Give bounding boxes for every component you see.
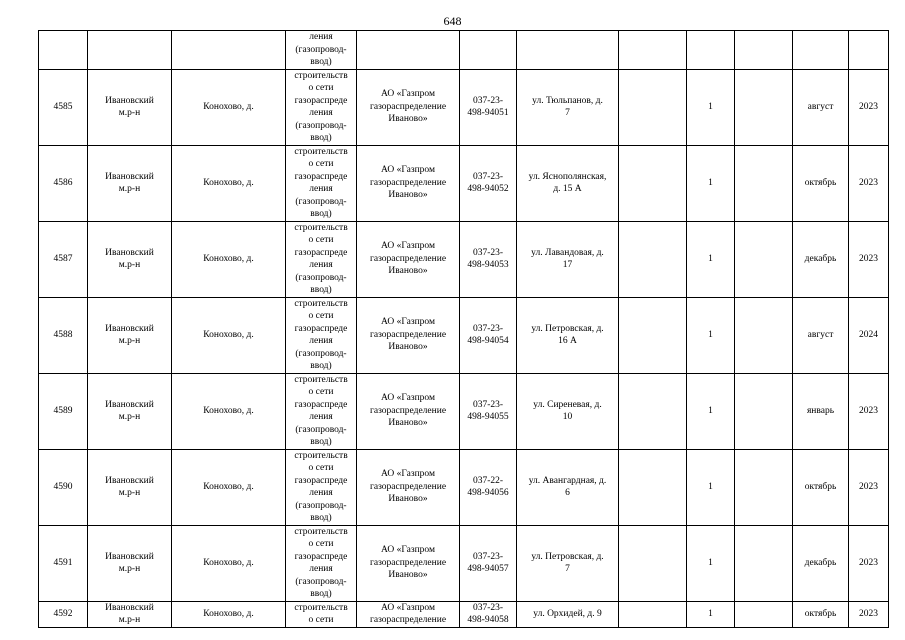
cell-num-text: 4590 [53,481,73,492]
cell-num [39,449,88,525]
cell-qty-text: 1 [708,101,713,112]
cell-street [517,31,619,70]
cell-district-text: Ивановский м.р-н [105,399,154,422]
cell-month-text: декабрь [804,557,837,568]
cell-month [793,31,849,70]
cell-empty2 [735,297,793,373]
cell-org [357,601,460,627]
cell-settlement-text: Конохово, д. [203,557,254,568]
cell-street [517,221,619,297]
cell-empty1 [619,145,687,221]
cell-month [793,221,849,297]
table-row [39,297,889,373]
cell-district [88,601,172,627]
cell-month-text: октябрь [804,177,837,188]
cell-purpose [286,449,357,525]
cell-qty-text: 1 [708,405,713,416]
cell-purpose-text: строительств о сети газораспреде ления (газопровод- ввод) [294,146,348,219]
cell-qty [687,601,735,627]
cell-district-text: Ивановский м.р-н [105,171,154,194]
cell-empty2 [735,221,793,297]
cell-code-text: 037-23- 498-94054 [467,323,509,346]
cell-code-text: 037-23- 498-94051 [467,95,509,118]
cell-num [39,525,88,601]
cell-qty-text: 1 [708,177,713,188]
cell-qty [687,145,735,221]
table-row-continued [39,31,889,70]
cell-month [793,69,849,145]
cell-district [88,373,172,449]
cell-num-text: 4588 [53,329,73,340]
cell-code-text: 037-23- 498-94055 [467,399,509,422]
cell-num-text: 4587 [53,253,73,264]
cell-month [793,373,849,449]
cell-qty [687,373,735,449]
cell-org-text: АО «Газпром газораспределение Иваново» [369,241,447,277]
cell-year [849,449,889,525]
cell-empty1 [619,69,687,145]
table-row [39,601,889,627]
cell-empty1 [619,449,687,525]
cell-year [849,297,889,373]
cell-settlement [172,449,286,525]
cell-org-text: АО «Газпром газораспределение Иваново» [369,545,447,581]
cell-num [39,69,88,145]
cell-code-text: 037-23- 498-94058 [467,602,509,625]
cell-month [793,525,849,601]
cell-num-text: 4589 [53,405,73,416]
cell-district-text: Ивановский м.р-н [105,551,154,574]
cell-purpose [286,221,357,297]
cell-purpose-text: строительств о сети газораспреде ления (газопровод- ввод) [294,450,348,523]
cell-code-text: 037-23- 498-94052 [467,171,509,194]
cell-year [849,69,889,145]
cell-empty1 [619,221,687,297]
cell-district [88,69,172,145]
cell-month-text: январь [806,405,835,416]
table-row [39,449,889,525]
cell-purpose [286,373,357,449]
cell-org [357,297,460,373]
cell-num [39,145,88,221]
cell-district [88,449,172,525]
cell-org-text: АО «Газпром газораспределение Иваново» [369,165,447,201]
cell-settlement-text: Конохово, д. [203,481,254,492]
cell-code [460,525,517,601]
cell-year-text: 2023 [859,608,878,619]
cell-settlement-text: Конохово, д. [203,253,254,264]
cell-year [849,373,889,449]
cell-purpose-text: строительств о сети газораспреде ления (газопровод- ввод) [294,374,348,447]
cell-purpose-text: строительств о сети газораспреде ления (газопровод- ввод) [294,526,348,599]
cell-num-text: 4591 [53,557,73,568]
cell-district-text: Ивановский м.р-н [105,95,154,118]
cell-street-text: ул. Орхидей, д. 9 [533,608,602,619]
cell-purpose [286,31,357,70]
cell-qty-text: 1 [708,481,713,492]
cell-org-text: АО «Газпром газораспределение [369,602,447,625]
cell-empty-2 [735,31,793,70]
cell-purpose-text: строительств о сети газораспреде ления (газопровод- ввод) [294,222,348,295]
cell-district [88,221,172,297]
cell-num [39,373,88,449]
cell-purpose [286,525,357,601]
cell-qty [687,449,735,525]
cell-street-text: ул. Яснополянская, д. 15 А [528,171,607,194]
cell-district-text: Ивановский м.р-н [105,475,154,498]
cell-district [88,297,172,373]
cell-num-text: 4585 [53,101,73,112]
cell-settlement-text: Конохово, д. [203,608,254,619]
cell-code [460,69,517,145]
cell-empty2 [735,449,793,525]
cell-settlement-text: Конохово, д. [203,405,254,416]
cell-month [793,297,849,373]
cell-year [849,31,889,70]
gasification-table [38,30,889,628]
cell-month [793,449,849,525]
cell-year [849,601,889,627]
cell-qty [687,221,735,297]
cell-year-text: 2023 [859,253,878,264]
cell-num [39,297,88,373]
cell-qty-text: 1 [708,253,713,264]
cell-code [460,373,517,449]
cell-qty [687,297,735,373]
cell-code-text: 037-23- 498-94057 [467,551,509,574]
cell-district [88,145,172,221]
cell-settlement [172,525,286,601]
cell-qty-text: 1 [708,557,713,568]
cell-year-text: 2023 [859,177,878,188]
cell-month-text: октябрь [804,608,837,619]
cell-year [849,145,889,221]
cell-month-text: декабрь [804,253,837,264]
cell-settlement-text: Конохово, д. [203,101,254,112]
cell-org [357,221,460,297]
page-number: 648 [443,14,462,28]
cell-street [517,373,619,449]
cell-empty-1 [619,31,687,70]
cell-org [357,449,460,525]
cell-year-text: 2023 [859,405,878,416]
cell-settlement [172,601,286,627]
cell-code-text: 037-22- 498-94056 [467,475,509,498]
cell-purpose [286,601,357,627]
cell-street-text: ул. Тюльпанов, д. 7 [532,95,603,118]
cell-year-text: 2024 [859,329,878,340]
cell-org [357,31,460,70]
cell-street [517,297,619,373]
cell-settlement [172,373,286,449]
cell-street-text: ул. Сиреневая, д. 10 [533,399,602,422]
table-row [39,69,889,145]
table-row [39,145,889,221]
cell-purpose-text: строительств о сети [294,602,348,625]
cell-qty [687,31,735,70]
cell-empty2 [735,601,793,627]
cell-year-text: 2023 [859,481,878,492]
cell-settlement [172,297,286,373]
cell-org [357,69,460,145]
cell-code [460,221,517,297]
cell-settlement [172,145,286,221]
cell-purpose [286,297,357,373]
cell-district [88,31,172,70]
cell-empty1 [619,373,687,449]
cell-org-text: АО «Газпром газораспределение Иваново» [369,317,447,353]
cell-street [517,525,619,601]
cell-org-text: АО «Газпром газораспределение Иваново» [369,393,447,429]
cell-empty1 [619,525,687,601]
cell-num [39,31,88,70]
cell-empty2 [735,525,793,601]
cell-org-text: АО «Газпром газораспределение Иваново» [369,89,447,125]
cell-purpose-text: ления (газопровод- ввод) [295,32,347,67]
cell-code [460,31,517,70]
cell-settlement [172,221,286,297]
cell-settlement-text: Конохово, д. [203,329,254,340]
cell-purpose-text: строительств о сети газораспреде ления (газопровод- ввод) [294,70,348,143]
cell-settlement [172,69,286,145]
cell-street-text: ул. Авангардная, д. 6 [528,475,607,498]
cell-qty [687,69,735,145]
cell-year [849,525,889,601]
cell-empty2 [735,373,793,449]
cell-month-text: октябрь [804,481,837,492]
cell-purpose-text: строительств о сети газораспреде ления (газопровод- ввод) [294,298,348,371]
cell-qty-text: 1 [708,329,713,340]
cell-code [460,601,517,627]
cell-district-text: Ивановский м.р-н [105,602,154,625]
table-row [39,373,889,449]
cell-org [357,373,460,449]
cell-settlement-text: Конохово, д. [203,177,254,188]
cell-year-text: 2023 [859,557,878,568]
cell-street-text: ул. Лавандовая, д. 17 [531,247,604,270]
cell-month [793,145,849,221]
cell-org-text: АО «Газпром газораспределение Иваново» [369,469,447,505]
cell-empty2 [735,145,793,221]
cell-num [39,221,88,297]
cell-empty2 [735,69,793,145]
cell-qty [687,525,735,601]
cell-street [517,145,619,221]
cell-org [357,525,460,601]
cell-month-text: август [807,329,834,340]
cell-code [460,297,517,373]
cell-street [517,601,619,627]
cell-num-text: 4592 [53,608,73,619]
table-row [39,221,889,297]
cell-month-text: август [807,101,834,112]
cell-street [517,449,619,525]
cell-empty1 [619,601,687,627]
cell-district [88,525,172,601]
cell-code [460,449,517,525]
cell-month [793,601,849,627]
cell-district-text: Ивановский м.р-н [105,247,154,270]
cell-qty-text: 1 [708,608,713,619]
cell-district-text: Ивановский м.р-н [105,323,154,346]
cell-empty1 [619,297,687,373]
cell-purpose [286,145,357,221]
cell-code-text: 037-23- 498-94053 [467,247,509,270]
cell-street [517,69,619,145]
table-row [39,525,889,601]
table-body [39,31,889,628]
cell-street-text: ул. Петровская, д. 7 [531,551,604,574]
cell-org [357,145,460,221]
cell-street-text: ул. Петровская, д. 16 А [531,323,604,346]
cell-year [849,221,889,297]
cell-year-text: 2023 [859,101,878,112]
cell-purpose [286,69,357,145]
cell-num-text: 4586 [53,177,73,188]
cell-settlement [172,31,286,70]
cell-code [460,145,517,221]
cell-num [39,601,88,627]
